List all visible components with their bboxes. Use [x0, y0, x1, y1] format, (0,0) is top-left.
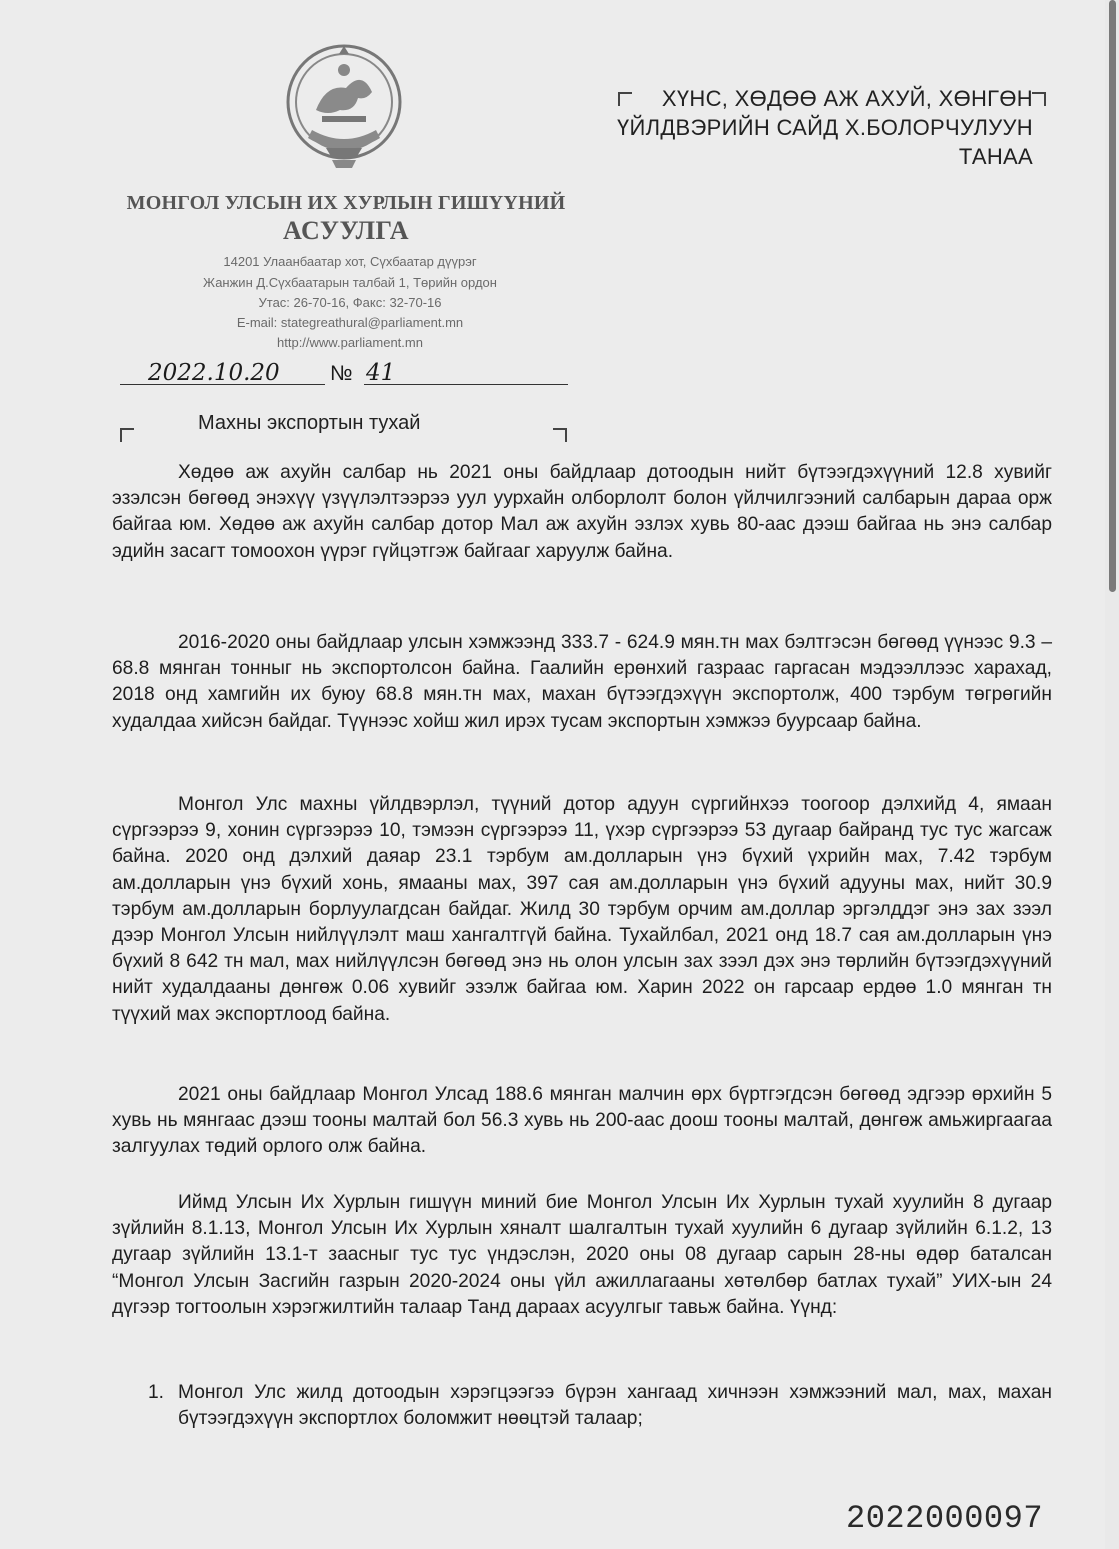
state-emblem-icon: [282, 40, 406, 180]
bracket-top-right-icon: [1032, 92, 1046, 106]
list-item: [148, 1380, 1052, 1432]
address-line: 14201 Улаанбаатар хот, Сүхбаатар дүүрэг: [223, 254, 477, 269]
website-line: http://www.parliament.mn: [277, 335, 423, 350]
bracket-top-left-icon: [120, 428, 134, 442]
document-number: 41: [366, 360, 396, 386]
list-item-number: 1.: [148, 1382, 165, 1403]
recipient-block: [573, 84, 1033, 171]
number-symbol: №: [330, 362, 353, 385]
paragraph: Монгол Улс махны үйлдвэрлэл, түүний дотор адуун сүргийнхээ тоогоор дэлхийд 4, ямаан сүргээрээ 9, хонин сүргээрээ 10, тэмээн сүргээрээ 11, үхэр сүргээрээ 53 дугаар байранд тус тус жагсаж байна. 2020 онд дэлхий даяар 23.1 тэрбум ам.долларын үнэ бүхий үхрийн мах, 7.42 тэрбум ам.долларын үнэ бүхий хонь, ямааны мах, 397 сая ам.долларын үнэ бүхий адууны мах, нийт 30.9 тэрбум ам.долларын борлуулагдсан байдаг. Жилд 30 тэрбум орчим ам.доллар эргэлддэг энэ зах зээл дээр Монгол Улсын нийлүүлэлт маш хангалтгүй байна. Тухайлбал, 2021 онд 18.7 сая ам.долларын үнэ бүхий 8 642 тн мал, мах нийлүүлсэн бөгөөд энэ нь олон улсын зах зээл дэх энэ төрлийн бүтээгдэхүүний нийт худалдааны дөнгөж 0.06 хувийг эзэлж байгаа юм. Харин 2022 он гарсаар ердөө 1.0 мянган тн түүхий мах экспортлоод байна.: [112, 794, 1052, 1025]
recipient-line: ХҮНС, ХӨДӨӨ АЖ АХУЙ, ХӨНГӨН: [661, 86, 1033, 111]
paragraph: 2016-2020 оны байдлаар улсын хэмжээнд 333.7 - 624.9 мян.тн мах бэлтгэсэн бөгөөд үүнээс 9.3 – 68.8 мянган тонныг нь экспортолсон байна. Гаалийн ерөнхий газраас гаргасан мэдээллээс харахад, 2018 онд хамгийн их буюу 68.8 мян.тн мах, махан бүтээгдэхүүн экспортолж, 400 тэрбум төгрөгийн худалдаа хийсэн байдаг. Түүнээс хойш жил ирэх тусам экспортын хэмжээ буурсаар байна.: [112, 632, 1052, 732]
document-type: АСУУЛГА: [282, 216, 409, 245]
document-date: 2022.10.20: [148, 360, 280, 386]
email-line: E-mail: stategreathural@parliament.mn: [236, 315, 464, 330]
subject-line: Махны экспортын тухай: [198, 412, 421, 434]
paragraph: 2021 оны байдлаар Монгол Улсад 188.6 мянган малчин өрх бүртгэгдсэн бөгөөд эдгээр өрхийн 5 хувь нь мянгаас дээш тооны малтай бол 56.3 хувь нь 200-аас доош тооны малтай, дөнгөж амьжиргаагаа залгуулах төдий орлого олж байна.: [112, 1084, 1052, 1158]
recipient-line: ҮЙЛДВЭРИЙН САЙД Х.БОЛОРЧУЛУУН: [616, 115, 1033, 140]
bracket-top-right-icon: [553, 428, 567, 442]
list-item-text: Монгол Улс жилд дотоодын хэрэгцээгээ бүрэн хангаад хичнээн хэмжээний мал, мах, махан бүтээгдэхүүн экспортлох боломжит нөөцтэй талаар;: [178, 1382, 1052, 1430]
org-title: МОНГОЛ УЛСЫН ИХ ХУРЛЫН ГИШҮҮНИЙ: [126, 192, 566, 214]
scrollbar[interactable]: [1109, 0, 1116, 592]
recipient-line: ТАНАА: [958, 144, 1033, 169]
date-number-line: [120, 360, 568, 386]
paragraph: Хөдөө аж ахуйн салбар нь 2021 оны байдлаар дотоодын нийт бүтээгдэхүүний 12.8 хувийг эзэлсэн бөгөөд энэхүү үзүүлэлтээрээ уул уурхайн олборлолт болон үйлчилгээний салбарын дараа орж байгаа юм. Хөдөө аж ахуйн салбар дотор Мал аж ахуйн эзлэх хувь 80-аас дээш байгаа нь энэ салбар эдийн засагт томоохон үүрэг гүйцэтгэж байгааг харуулж байна.: [112, 462, 1052, 562]
phone-fax-line: Утас: 26-70-16, Факс: 32-70-16: [258, 295, 442, 310]
address-line: Жанжин Д.Сүхбаатарын талбай 1, Төрийн ордон: [203, 275, 497, 290]
paragraph: Иймд Улсын Их Хурлын гишүүн миний бие Монгол Улсын Их Хурлын тухай хуулийн 8 дугаар зүйлийн 8.1.13, Монгол Улсын Их Хурлын хяналт шалгалтын тухай хуулийн 6 дугаар зүйлийн 6.1.2, 13 дугаар зүйлийн 13.1-т заасныг тус тус үндэслэн, 2020 оны 08 дугаар сарын 28-ны өдөр баталсан “Монгол Улсын Засгийн газрын 2020-2024 оны үйл ажиллагааны хөтөлбөр батлах тухай” УИХ-ын 24 дүгээр тогтоолын хэрэгжилтийн талаар Танд дараах асуулгыг тавьж байна. Үүнд:: [112, 1192, 1052, 1318]
registration-number: 2022000097: [846, 1500, 1044, 1537]
